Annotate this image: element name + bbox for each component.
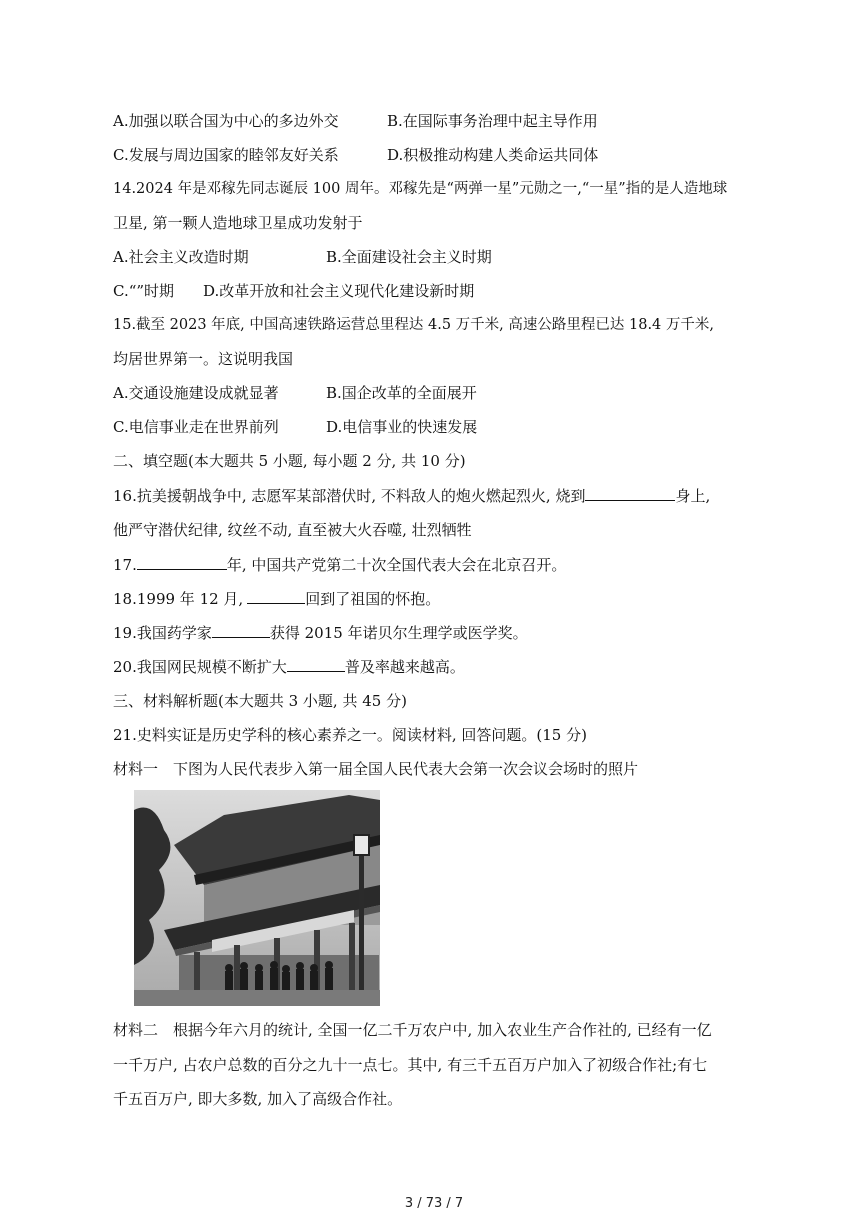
q20-answer-blank (287, 657, 345, 672)
q19-line (113, 623, 528, 643)
q18-text-before-blank: 18.1999 年 12 月, (113, 590, 244, 608)
q19-answer-blank (212, 623, 270, 638)
q16-text-before-blank: 16.抗美援朝战争中, 志愿军某部潜伏时, 不料敌人的炮火燃起烈火, 烧到 (113, 487, 586, 505)
q17-number: 17. (113, 556, 137, 574)
q20-text-before-blank: 20.我国网民规模不断扩大 (113, 658, 287, 676)
q15-stem-line1: 15.截至 2023 年底, 中国高速铁路运营总里程达 4.5 万千米, 高速公路里程已达 18.4 万千米, (113, 317, 715, 333)
q21-material-2-line1: 材料二 根据今年六月的统计, 全国一亿二千万农户中, 加入农业生产合作社的, 已经有一亿 (113, 1021, 712, 1039)
q13-option-b: B.在国际事务治理中起主导作用 (387, 112, 598, 130)
q15-option-a: A.交通设施建设成就显著 (113, 384, 279, 402)
q19-text-before-blank: 19.我国药学家 (113, 624, 212, 642)
q14-stem-line1: 14.2024 年是邓稼先同志诞辰 100 周年。邓稼先是“两弹一星”元勋之一,“一星”指的是人造地球 (113, 181, 728, 197)
q21-material-2-line3: 千五百万户, 即大多数, 加入了高级合作社。 (113, 1090, 403, 1108)
q16-text-after-blank: 身上, (675, 487, 711, 505)
q21-material-2-line2: 一千万户, 占农户总数的百分之九十一点七。其中, 有三千五百万户加入了初级合作社;有七 (113, 1056, 708, 1074)
q20-line (113, 657, 465, 677)
q19-text-after-blank: 获得 2015 年诺贝尔生理学或医学奖。 (269, 624, 528, 642)
q15-option-d: D.电信事业的快速发展 (326, 418, 478, 436)
congress-hall-photo (134, 790, 380, 1006)
q17-line (113, 555, 566, 575)
q17-answer-blank (137, 555, 227, 570)
q13-option-a: A.加强以联合国为中心的多边外交 (113, 112, 339, 130)
q15-stem-line2: 均居世界第一。这说明我国 (113, 350, 294, 368)
q16-answer-blank (585, 486, 675, 501)
q15-option-b: B.国企改革的全面展开 (326, 384, 477, 402)
q21-stem: 21.史料实证是历史学科的核心素养之一。阅读材料, 回答问题。(15 分) (113, 726, 587, 744)
q13-option-d: D.积极推动构建人类命运共同体 (387, 146, 599, 164)
q15-option-c: C.电信事业走在世界前列 (113, 418, 279, 436)
q18-line (113, 589, 440, 609)
page-number: 3 / 73 / 7 (404, 1196, 464, 1211)
q16-line2: 他严守潜伏纪律, 纹丝不动, 直至被大火吞噬, 壮烈牺牲 (113, 521, 472, 539)
q14-option-b: B.全面建设社会主义时期 (326, 248, 492, 266)
q17-text: 年, 中国共产党第二十次全国代表大会在北京召开。 (226, 556, 567, 574)
q21-material-1: 材料一 下图为人民代表步入第一届全国人民代表大会第一次会议会场时的照片 (113, 760, 639, 778)
q14-option-d: D.改革开放和社会主义现代化建设新时期 (203, 282, 475, 300)
q13-option-c: C.发展与周边国家的睦邻友好关系 (113, 146, 339, 164)
section-2-heading: 二、填空题(本大题共 5 小题, 每小题 2 分, 共 10 分) (113, 452, 466, 470)
q18-answer-blank (247, 589, 305, 604)
q14-option-c: C.“”时期 (113, 282, 175, 300)
q16-line1 (113, 486, 710, 506)
q14-stem-line2: 卫星, 第一颗人造地球卫星成功发射于 (113, 214, 363, 232)
q20-text-after-blank: 普及率越来越高。 (344, 658, 465, 676)
section-3-heading: 三、材料解析题(本大题共 3 小题, 共 45 分) (113, 692, 407, 710)
q18-text-after-blank: 回到了祖国的怀抱。 (305, 590, 441, 608)
q14-option-a: A.社会主义改造时期 (113, 248, 249, 266)
